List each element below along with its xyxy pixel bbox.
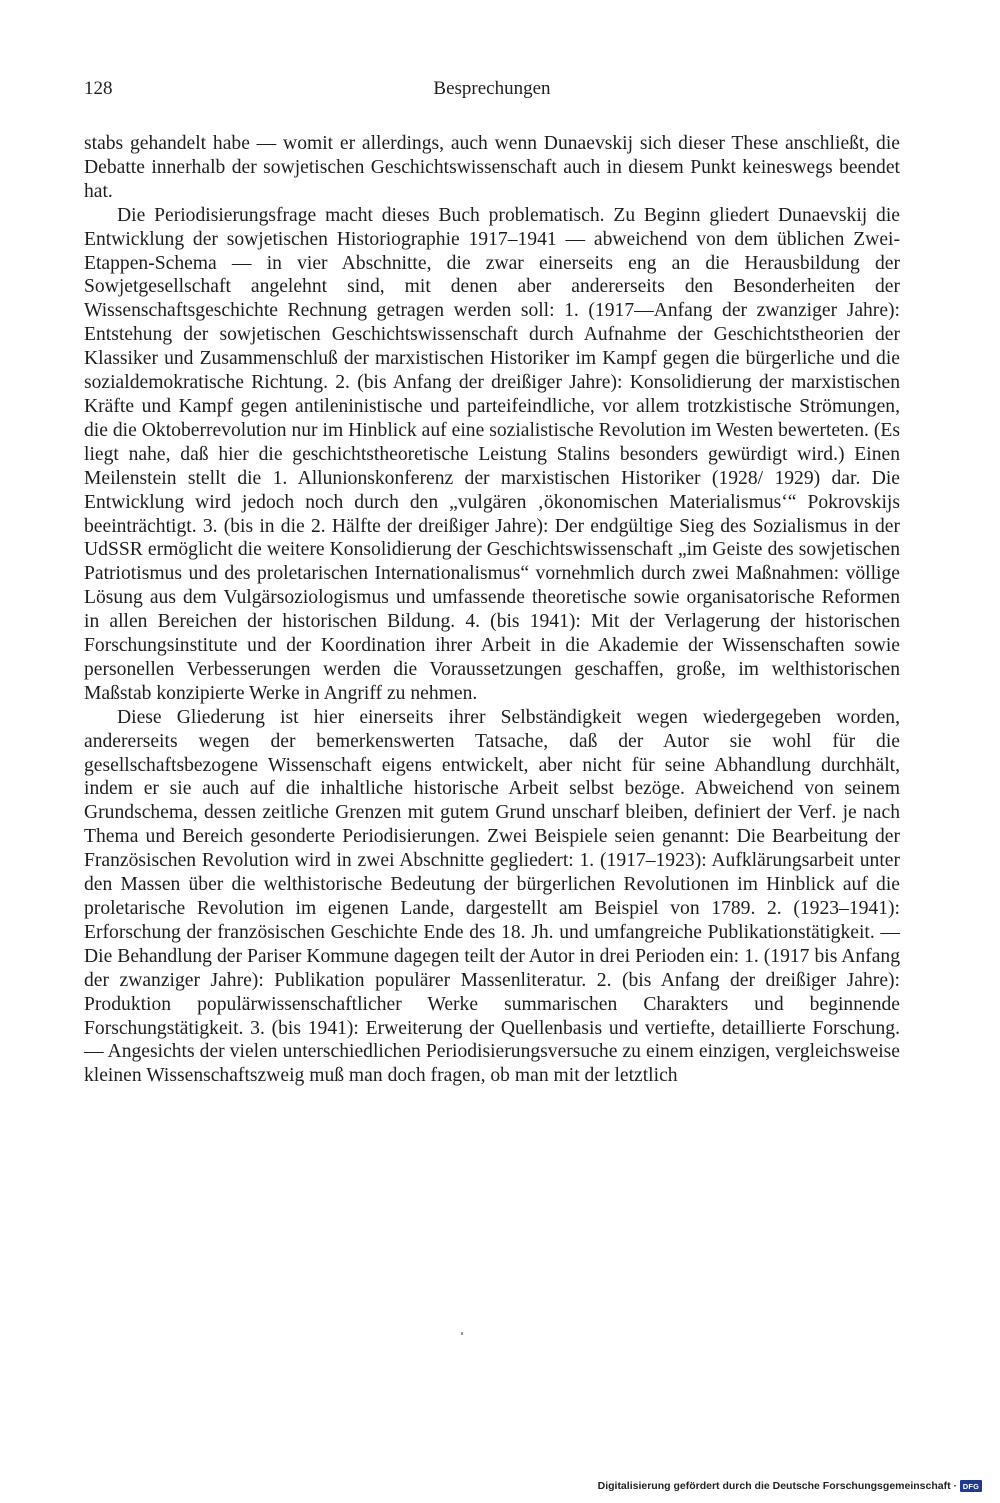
paragraph-periodization: Die Periodisierungsfrage macht dieses Buch problematisch. Zu Beginn gliedert Dunaevskij die Entwicklung der sowjetischen Historiographie 1917–1941 — abweichend von dem üblichen Zwei-Etappen-Schema — in vier Abschnitte, die zwar einerseits eng an die Herausbildung der Sowjetgesellschaft angelehnt sind, mit denen aber andererseits den Besonderheiten der Wissenschaftsgeschichte Rechnung getragen werden soll: 1. (1917—Anfang der zwanziger Jahre): Entstehung der sowjetischen Geschichtswissenschaft durch Aufnahme der Geschichtstheorien der Klassiker und Zusammenschluß der marxistischen Historiker im Kampf gegen die bürgerliche und die sozialdemokratische Richtung. 2. (bis Anfang der dreißiger Jahre): Konsolidierung der marxistischen Kräfte und Kampf gegen antileninistische und parteifeindliche, vor allem trotzkistische Strömungen, die die Oktoberrevolution nur im Hinblick auf eine sozialistische Revolution im Westen bewerteten. (Es liegt nahe, daß hier die geschichtstheoretische Leistung Stalins besonders gewürdigt wird.) Einen Meilenstein stellt die 1. Allunionskonferenz der marxistischen Historiker (1928/ 1929) dar. Die Entwicklung wird jedoch noch durch den „vulgären ‚ökonomischen Materialismus‘“ Pokrovskijs beeinträchtigt. 3. (bis in die 2. Hälfte der dreißiger Jahre): Der endgültige Sieg des Sozialismus in der UdSSR ermöglicht die weitere Konsolidierung der Geschichtswissenschaft „im Geiste des sowjetischen Patriotismus und des proletarischen Internationalismus“ vornehmlich durch zwei Maßnahmen: völlige Lösung aus dem Vulgärsoziologismus und umfassende theoretische sowie organisatorische Reformen in allen Bereichen der historischen Bildung. 4. (bis 1941): Mit der Verlagerung der historischen Forschungsinstitute und der Koordination ihrer Arbeit in die Akademie der Wissenschaften sowie personellen Verbesserungen werden die Voraussetzungen geschaffen, große, im welthistorischen Maßstab konzipierte Werke in Angriff zu nehmen. [84,204,900,704]
digitization-credit: Digitalisierung gefördert durch die Deutsche Forschungsgemeinschaft · [597,1480,957,1492]
page-header [84,78,900,108]
body-text [84,132,900,1088]
digitization-footer [598,1478,982,1494]
running-head: Besprechungen [433,78,551,99]
paragraph-structure: Diese Gliederung ist hier einerseits ihrer Selbständigkeit wegen wiedergegeben worden, andererseits wegen der bemerkenswerten Tatsache, daß der Autor sie wohl für die gesellschaftsbezogene Wissenschaft eigens entwickelt, aber nicht für seine Abhandlung durchhält, indem er sie auch auf die inhaltliche historische Arbeit selbst bezöge. Abweichend von seinem Grundschema, dessen zeitliche Grenzen mit gutem Grund unscharf bleiben, definiert der Verf. je nach Thema und Bereich gesonderte Periodisierungen. Zwei Beispiele seien genannt: Die Bearbeitung der Französischen Revolution wird in zwei Abschnitte gegliedert: 1. (1917–1923): Aufklärungsarbeit unter den Massen über die welthistorische Bedeutung der bürgerlichen Revolutionen im Hinblick auf die proletarische Revolution im eigenen Lande, dargestellt am Beispiel von 1789. 2. (1923–1941): Erforschung der französischen Geschichte Ende des 18. Jh. und umfangreiche Publikationstätigkeit. — Die Behandlung der Pariser Kommune dagegen teilt der Autor in drei Perioden ein: 1. (1917 bis Anfang der zwanziger Jahre): Publikation populärer Massenliteratur. 2. (bis Anfang der dreißiger Jahre): Produktion populärwissenschaftlicher Werke summarischen Charakters und beginnende Forschungstätigkeit. 3. (bis 1941): Erweiterung der Quellenbasis und vertiefte, detaillierte Forschung. — Angesichts der vielen unterschiedlichen Periodisierungsversuche zu einem einzigen, vergleichsweise kleinen Wissenschaftszweig muß man doch fragen, ob man mit der letztlich [84,706,900,1087]
scan-speck [461,1332,463,1335]
dfg-logo-icon: DFG [960,1480,982,1492]
page-number: 128 [84,78,113,99]
paragraph-continuation: stabs gehandelt habe — womit er allerdings, auch wenn Dunaevskij sich dieser These anschließt, die Debatte innerhalb der sowjetischen Geschichtswissenschaft auch in diesem Punkt keineswegs beendet hat. [84,133,900,202]
